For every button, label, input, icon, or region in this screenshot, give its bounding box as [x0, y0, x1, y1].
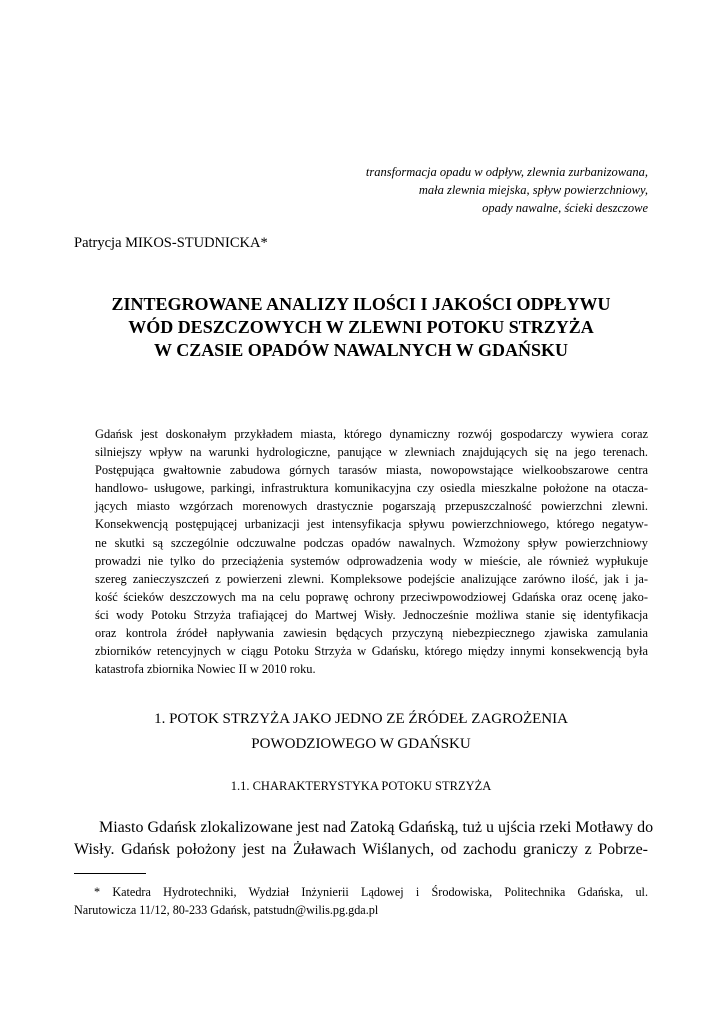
abstract-line: ne skutki są szczególnie odczuwalne podczas opadów nawalnych. Wzmożony spływ powierzchniowy — [95, 535, 648, 550]
abstract-line: Konsekwencją postępującej urbanizacji jest intensyfikacja spływu powierzchniowego, którego negatyw- — [95, 517, 648, 532]
section-heading-line: POWODZIOWEGO W GDAŃSKU — [251, 736, 471, 752]
footnote-divider — [74, 873, 146, 874]
abstract-line: szereg zanieczyszczeń z powierzeni zlewni. Kompleksowe podejście analizujące zarówno ilość, jak i ja- — [95, 571, 648, 586]
keywords-line: transformacja opadu w odpływ, zlewnia zurbanizowana, — [365, 165, 648, 179]
body-paragraph — [74, 817, 654, 861]
title-line: WÓD DESZCZOWYCH W ZLEWNI POTOKU STRZYŻA — [128, 317, 594, 337]
title-line: W CZASIE OPADÓW NAWALNYCH W GDAŃSKU — [154, 340, 568, 360]
abstract-line: zbiorników retencyjnych w ciągu Potoku Strzyża w Gdańsku, którego między innymi konsekwencją była — [95, 644, 648, 659]
section-heading — [60, 707, 662, 757]
author: Patrycja MIKOS-STUDNICKA* — [74, 235, 268, 251]
body-line: Wisły. Gdańsk położony jest na Żuławach Wiślanych, od zachodu graniczy z Pobrze- — [74, 841, 648, 858]
abstract-line: handlowo- usługowe, parkingi, infrastruktura komunikacyjna czy osiedla mieszkalne położone na otacza- — [95, 481, 648, 496]
footnote-line: * Katedra Hydrotechniki, Wydział Inżynierii Lądowej i Środowiska, Politechnika Gdańska, ul. — [94, 885, 648, 899]
subsection-heading: 1.1. CHARAKTERYSTYKA POTOKU STRZYŻA — [230, 779, 492, 793]
abstract-line: Postępująca gwałtownie zabudowa górnych tarasów miasta, nowopowstające wielkoobszarowe centra — [95, 463, 648, 478]
section-heading-line: 1. POTOK STRZYŻA JAKO JEDNO ZE ŹRÓDEŁ ZAGROŻENIA — [154, 711, 568, 727]
abstract-line: silniejszy wpływ na warunki hydrologiczne, panujące w zlewniach znajdujących się na jego terenach. — [95, 445, 648, 460]
body-line: Miasto Gdańsk zlokalizowane jest nad Zatoką Gdańską, tuż u ujścia rzeki Motławy do — [99, 819, 654, 836]
footnote-line: Narutowicza 11/12, 80-233 Gdańsk, patstudn@wilis.pg.gda.pl — [74, 903, 379, 917]
abstract-line: kość ścieków deszczowych ma na celu poprawę ochrony przeciwpowodziowej Gdańska oraz ocenę jako- — [95, 589, 648, 604]
abstract-line: prowadzi nie tylko do przeciążenia systemów odprowadzenia wody w mieście, ale również wypłukuje — [95, 553, 648, 568]
footnote — [74, 883, 648, 919]
keywords-line: mała zlewnia miejska, spływ powierzchniowy, — [418, 183, 648, 197]
abstract-line: katastrofa zbiornika Nowiec II w 2010 roku. — [95, 662, 316, 677]
keywords-line: opady nawalne, ścieki deszczowe — [482, 201, 648, 215]
abstract — [95, 425, 648, 678]
paper-title — [40, 293, 682, 362]
abstract-line: Gdańsk jest doskonałym przykładem miasta, którego dynamiczny rozwój gospodarczy wywiera coraz — [95, 427, 648, 441]
abstract-line: jących miasto wzgórzach morenowych drastycznie pogarszają przepuszczalność powierzchni zlewni. — [95, 499, 648, 514]
title-line: ZINTEGROWANE ANALIZY ILOŚCI I JAKOŚCI ODPŁYWU — [111, 294, 611, 314]
abstract-line: ści wody Potoku Strzyża trafiającej do Martwej Wisły. Jednocześnie możliwa stanie się identyfikacja — [95, 607, 648, 622]
abstract-line: oraz kontrola źródeł napływania zawiesin będących przyczyną niebezpiecznego zjawiska zamulania — [95, 626, 648, 641]
keywords — [168, 163, 648, 217]
